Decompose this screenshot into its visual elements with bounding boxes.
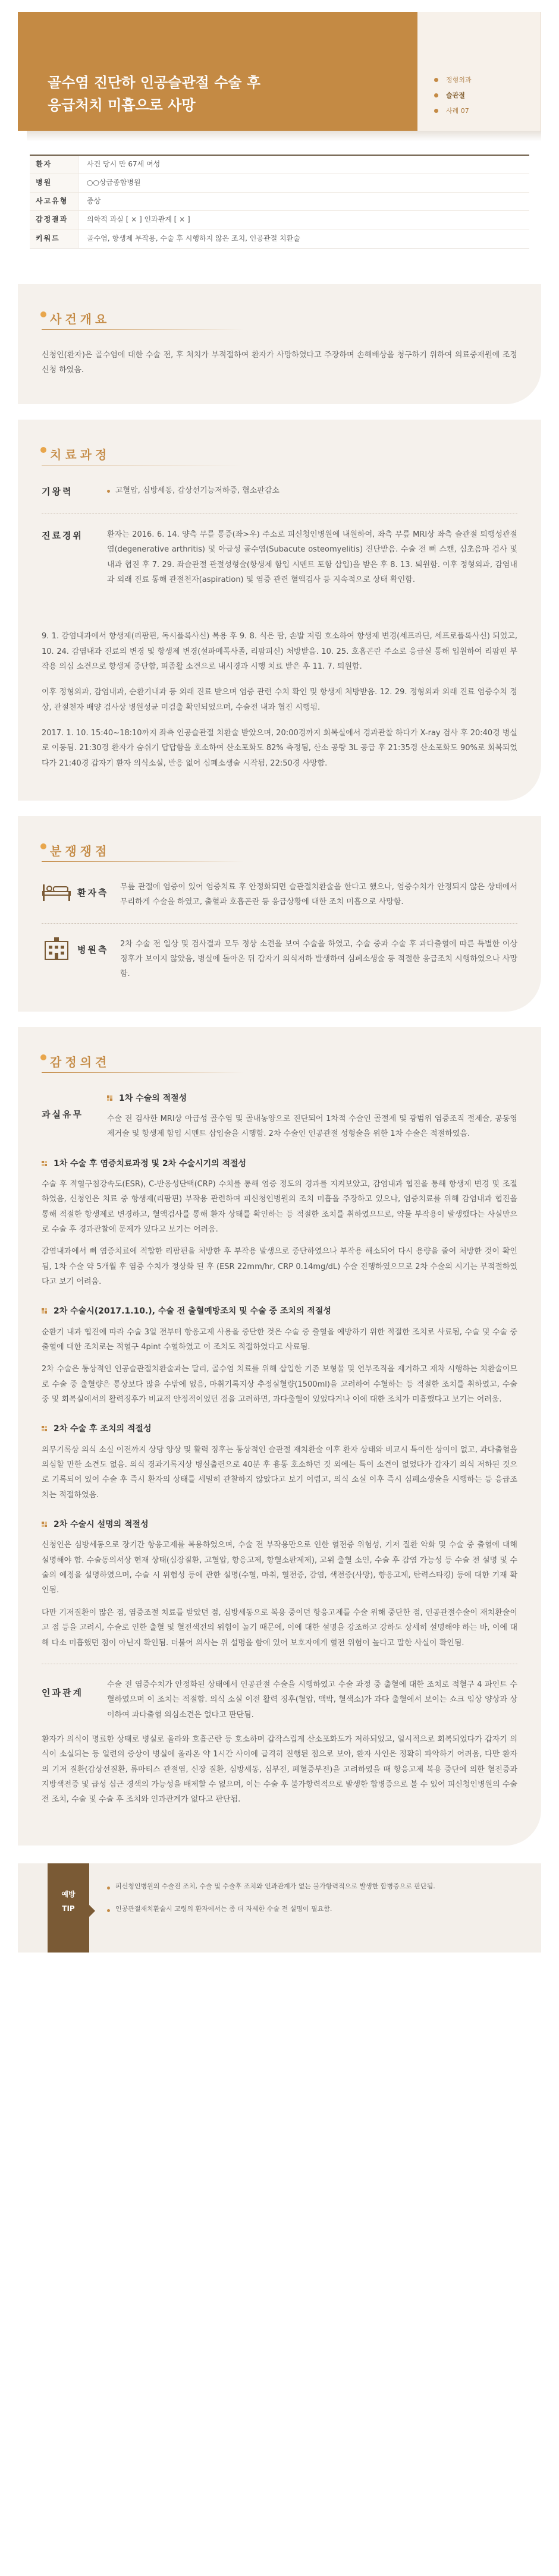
info-value: 의학적 과실 [ × ] 인과관계 [ × ] <box>87 215 190 224</box>
section-title: 감정의견 <box>42 1051 118 1076</box>
info-row <box>30 229 529 248</box>
info-value: 사건 당시 만 67세 여성 <box>87 160 161 169</box>
category-item: 정형외과 <box>434 73 472 88</box>
causal-paragraph: 수술 전 염증수치가 안정화된 상태에서 인공관절 수술을 시행하였고 수술 과정 중 출혈에 대한 조치로 적혈구 4 파인트 수혈하였으며 이 조치는 적절함. 의식 소실 이전 활력 징후(혈압, 맥박, 혈색소)가 과다 출혈에서 보이는 쇼크 임상 양상과 상이하여 과다출혈 의심소견은 없다고 판단됨. <box>107 1680 517 1720</box>
prevention-tip <box>18 1863 541 1953</box>
history-row <box>42 483 517 500</box>
square-bullet-icon <box>42 1161 48 1167</box>
opinion-paragraph: 수술 후 적혈구침강속도(ESR), C-반응성단백(CRP) 수치를 통해 염증 정도의 경과를 지켜보았고, 감염내과 협진을 통해 항생제 변경 및 조절하였음, 신청인은 치료 중 항생제(리팜핀) 부작용 관련하여 피신청인병원의 조치 미흡을 주장하고 있으나, 염증치료를 위해 감염내과 협진을 통해 적절한 항생제로 변경하고, 혈액검사를 통해 환자 상태를 확인하는 등 적절한 조치를 취하였으므로, 약물 부작용이 발생했다는 사실만으로 수술 후 경과관찰에 문제가 있다고 보기는 어려움. <box>42 1180 517 1235</box>
tip-badge <box>48 1863 89 1953</box>
tip-text: 인공관절재치환술시 고령의 환자에서는 좀 더 자세한 수술 전 설명이 필요함. <box>107 1903 523 1916</box>
dispute-section <box>18 816 541 1012</box>
subheading <box>42 1156 517 1172</box>
summary-text: 신청인(환자)은 골수염에 대한 수술 전, 후 처치가 부적절하여 환자가 사망하였다고 주장하며 손해배상을 청구하기 위하여 의료중재원에 조정신청 하였음. <box>42 351 517 375</box>
header-title-box <box>18 12 417 131</box>
patient-text: 무릎 관절에 염증이 있어 염증치료 후 안정화되면 슬관절치환술을 한다고 했으나, 염증수치가 안정되지 않은 상태에서 무리하게 수술을 하였고, 출혈과 호흡곤란 등 응급상황에 대한 조치 미흡으로 사망함. <box>120 883 517 907</box>
square-bullet-icon <box>42 1308 48 1314</box>
divider <box>42 923 517 924</box>
page-title <box>48 71 404 116</box>
opinion-paragraph: 2차 수술은 통상적인 인공슬관절치환술과는 달리, 골수염 치료를 위해 삽입한 기존 보형물 및 연부조직을 제거하고 재차 시행하는 치환술이므로 수술 중 출혈량은 통상보다 많을 수밖에 없음, 마취기록지상 추정실혈량(1500ml)을 고려하여 수혈하는 등 적절한 조치를 취하였고, 수술 중 및 회복실에서의 활력징후가 비교적 안정적이었던 점을 고려하면, 과다출혈이 있었다거나 이에 대한 조치가 미흡했다고 보기는 어려움. <box>42 1365 517 1404</box>
info-value: 골수염, 항생제 부작용, 수술 후 시행하지 않은 조치, 인공관절 치환술 <box>87 234 300 243</box>
course-section <box>18 420 541 801</box>
section-title-rule <box>42 329 244 330</box>
causal-content <box>107 1677 517 1722</box>
tip-badge-bottom: TIP <box>62 1904 75 1913</box>
process-paragraph: 환자는 2016. 6. 14. 양측 무릎 통증(좌>우) 주소로 피신청인병원에 내원하여, 좌측 무릎 MRI상 좌측 슬관절 퇴행성관절염(degenerative arthritis) 및 아급성 골수염(Subacute osteomyelitis) 진단받음. 수술 전 뼈 스캔, 심초음파 검사 및 내과 협진 후 7. 29. 좌슬관절 관절성형술(항생제 함입 시멘트 포함 삽입)을 받은 후 8. 13. 퇴원함. 이후 정형외과, 감염내과 외래 진료 통해 관절천자(aspiration) 및 염증 관련 혈액검사 등 지속적으로 상태 확인함. <box>107 530 517 584</box>
info-row <box>30 156 529 174</box>
patient-bed-icon <box>42 880 71 903</box>
causal-row <box>42 1677 517 1722</box>
opinion-section <box>18 1027 541 1846</box>
title-line-2: 응급처치 미흡으로 사망 <box>48 97 196 114</box>
section-body <box>42 348 517 378</box>
subheading <box>42 1421 517 1437</box>
info-value: ○○상급종합병원 <box>87 178 141 187</box>
header <box>18 12 541 131</box>
party-row <box>42 880 517 910</box>
opinion-paragraph: 순환기 내과 협진에 따라 수술 3일 전부터 항응고제 사용을 중단한 것은 수술 중 출혈을 예방하기 위한 적절한 조치로 사료됨, 수술 및 수술 중 출혈에 대한 조치로는 적혈구 4pint 수혈하였고 이 조치도 적절하였다고 사료됨. <box>42 1327 517 1352</box>
category-item: 사례 07 <box>434 103 472 119</box>
subheading-text: 2차 수술시 설명의 적절성 <box>54 1520 149 1530</box>
history-text: 고혈압, 심방세동, 갑상선기능저하증, 협소판감소 <box>107 483 517 500</box>
category-panel <box>417 12 541 131</box>
tip-badge-top: 예방 <box>61 1890 76 1898</box>
opinion-paragraph: 수술 전 검사한 MRI상 아급성 골수염 및 골내농양으로 진단되어 1차적 수술인 골절제 및 광범위 염증조직 절제술, 공동영 제거술 및 항생제 함입 시멘트 삽입술을 시행함. 2차 수술인 인공관절 성형술을 위한 1차 수술은 적절하였음. <box>107 1114 517 1139</box>
tip-arrow-icon <box>89 1905 95 1917</box>
fault-row <box>42 1091 517 1142</box>
opinion-paragraph: 신청인은 심방세동으로 장기간 항응고제를 복용하였으며, 수술 전 부작용만으로 인한 혈전증 위험성, 기저 질환 악화 및 수술 중 출혈에 대해 설명해야 함. 수술동의서상 현재 상태(심장질환, 고혈압, 항응고제, 항혈소판제제), 고위 출혈 소인, 수술 후 감염 가능성 등 수술 전 설명 및 수술의 예정을 설명하였으며, 수술 시 위험성 등에 관한 설명(수혈, 마취, 혈전증, 감염, 색전증(사망), 향응고제, 탄력스타킹) 등에 대한 기재 확인됨. <box>42 1541 517 1595</box>
section-title: 사건개요 <box>42 308 118 333</box>
subheading-text: 2차 수술 후 조치의 적절성 <box>54 1424 152 1434</box>
section-body <box>42 880 517 982</box>
opinion-paragraph: 의무기록상 의식 소실 이전까지 상당 양상 및 활력 징후는 통상적인 슬관절 재치환술 이후 환자 상태와 비교시 특이한 상이이 없고, 과다출혈을 의심할 만한 소견도 없음. 의식 경과기록지상 병실출련으로 40분 후 흉통 호소하던 것 외에는 특이 소견이 없었다가 갑자기 의식 저하된 것으로 기록되어 있어 수술 후 즉시 환자의 상태를 세밀히 관찰하지 않았다고 보기 어렵고, 의식 소실 이후 즉시 심폐소생술을 시행하는 등 응급조치는 적절하였음. <box>42 1445 517 1500</box>
category-list <box>434 73 472 119</box>
process-text <box>107 527 517 587</box>
patient-party <box>42 880 517 910</box>
process-paragraph: 2017. 1. 10. 15:40~18:10까지 좌측 인공슬관절 치환술 받았으며, 20:00경까지 회복실에서 경과관찰 하다가 X-ray 검사 후 20:40경 병실로 이동됨. 21:30경 환자가 숨쉬기 답답함을 호소하여 산소포화도 82% 측정됨, 산소 공량 3L 공급 후 21:35경 산소포화도 90%로 회복되었다가 21:40경 갑자기 환자 의식소실, 반응 없어 심폐소생술 시작됨, 22:50경 사망함. <box>42 729 517 768</box>
subheading <box>42 1517 517 1533</box>
info-table <box>30 155 529 248</box>
info-label: 환자 <box>30 156 78 174</box>
subheading <box>42 1303 517 1320</box>
causal-paragraph: 환자가 의식이 명료한 상태로 병실로 올라와 호흡곤란 등 호소하며 갑작스럽게 산소포화도가 저하되었고, 일시적으로 회복되었다가 갑자기 의식이 소실되는 등 일련의 증상이 병실에 올라온 약 1시간 사이에 급격히 진행된 점으로 보아, 환자 사인은 정확히 파악하기 어려움, 다만 환자의 기저 질환(갑상선질환, 류마티스 관절염, 신장 질환, 심방세동, 심부전, 폐혈증부전)을 고려하였을 때 항응고제 복용 중단에 의한 혈전증과 지방색전증 및 급성 심근 경색의 가능성을 배제할 수 없으며, 이는 수술 후 불가항력적으로 발생한 합병증으로 볼 수 있어 피신청인병원의 수술 전 조치, 수술 및 수술 후 조치와 인과관계가 없다고 판단됨. <box>42 1734 517 1805</box>
patient-label: 환자측 <box>77 887 109 899</box>
party-row <box>42 937 517 982</box>
section-body <box>42 483 517 771</box>
process-paragraph: 이후 정형외과, 감염내과, 순환기내과 등 외래 진료 받으며 염증 관련 수치 확인 및 항생제 처방받음. 12. 29. 정형외과 외래 진료 염증수치 정상, 관절천자 배양 검사상 병원성균 미검출 확인되었으며, 수술전 내과 협진 시행됨. <box>42 688 517 712</box>
tip-content <box>107 1880 523 1916</box>
history-label: 기왕력 <box>42 486 73 497</box>
section-title-rule <box>42 1072 244 1073</box>
hospital-icon <box>42 937 71 961</box>
section-title: 분쟁쟁점 <box>42 840 118 865</box>
section-body <box>42 1091 517 1807</box>
opinion-paragraph: 감염내과에서 뼈 염증치료에 적합한 리팜핀을 처방한 후 부작용 발생으로 중단하였으나 부작용 해소되어 다시 용량을 줄여 처방한 것이 확인됨, 1차 수술 약 5개월 후 염증 수치가 정상화 된 후 (ESR 22mm/hr, CRP 0.14mg/dL) 수술 진행하였으므로 2차 수술의 시기는 부적절하였다고 보기 어려움. <box>42 1247 517 1287</box>
info-row <box>30 211 529 229</box>
subheading-text: 2차 수술시(2017.1.10.), 수술 전 출혈예방조치 및 수술 중 조치의 적절성 <box>54 1306 331 1317</box>
category-item: 슬관절 <box>434 88 472 103</box>
tip-text: 피신청인병원의 수술전 조치, 수술 및 수술후 조치와 인과관계가 없는 불가항력적으로 발생한 합병증으로 판단됨. <box>107 1880 523 1893</box>
info-label: 사고유형 <box>30 193 78 210</box>
info-label: 키워드 <box>30 229 78 248</box>
subheading-text: 1차 수술 후 염증치료과정 및 2차 수술시기의 적절성 <box>54 1158 247 1169</box>
info-value: 증상 <box>87 197 101 206</box>
hospital-party <box>42 937 517 982</box>
header-shadow <box>27 131 541 141</box>
square-bullet-icon <box>42 1426 48 1432</box>
info-row <box>30 174 529 193</box>
summary-section <box>18 284 541 404</box>
hospital-text: 2차 수술 전 일상 및 검사결과 모두 정상 소견을 보여 수술을 하였고, 수술 중과 수술 후 과다출혈에 따른 특별한 이상 징후가 보이지 않았음, 병실에 돌아온 뒤 갑자기 의식저하 발생하여 심폐소생술 등 적절한 응급조치 시행하였으나 사망함. <box>120 939 517 979</box>
info-label: 병원 <box>30 174 78 192</box>
info-label: 감정결과 <box>30 211 78 229</box>
hospital-label: 병원측 <box>77 944 109 955</box>
process-label: 진료경위 <box>42 530 83 541</box>
title-line-1: 골수염 진단하 인공슬관절 수술 후 <box>48 74 260 91</box>
section-title: 치료과정 <box>42 443 118 469</box>
process-row <box>42 527 517 587</box>
fault-content <box>107 1091 517 1142</box>
section-title-rule <box>42 861 244 862</box>
subheading <box>107 1091 517 1107</box>
opinion-paragraph: 다만 기저질환이 많은 점, 염증조절 치료를 받았던 점, 심방세동으로 복용 중이던 항응고제를 수술 위해 중단한 점, 인공관절수술이 재치환술이고 점 등을 고려시, 수술로 인한 출혈 및 혈전색전의 위험이 높기 때문에, 이에 대한 설명을 강조하고 강하도 상세히 설명해야 하는 바, 이에 대해 다소 미흡했던 점이 아닌지 확인됨. 더불어 의사는 위 설명을 함에 있어 보호자에게 혈전 위험이 높다고 말한 사실이 확인됨. <box>42 1608 517 1648</box>
fault-label: 과실유무 <box>42 1109 83 1120</box>
square-bullet-icon <box>107 1095 113 1101</box>
square-bullet-icon <box>42 1522 48 1528</box>
causal-label: 인과관계 <box>42 1687 83 1698</box>
subheading-text: 1차 수술의 적절성 <box>119 1093 187 1103</box>
process-paragraph: 9. 1. 감염내과에서 항생제(리팜핀, 독시플록사신) 복용 후 9. 8. 식은 땀, 손발 저림 호소하여 항생제 변경(세프라딘, 세프로플록사신) 되었고, 10. 24. 감염내과 진료의 변경 및 항생제 변경(설파메톡사졸, 리팜피신) 처방받음. 10. 25. 호흡곤란 주소로 응급실 통해 입원하여 리팜핀 부작용 의심 소견으로 항생제 중단함, 피좀활 소견으로 내시경과 시행 치료 받은 후 11. 7. 퇴원함. <box>42 632 517 671</box>
info-row <box>30 193 529 211</box>
